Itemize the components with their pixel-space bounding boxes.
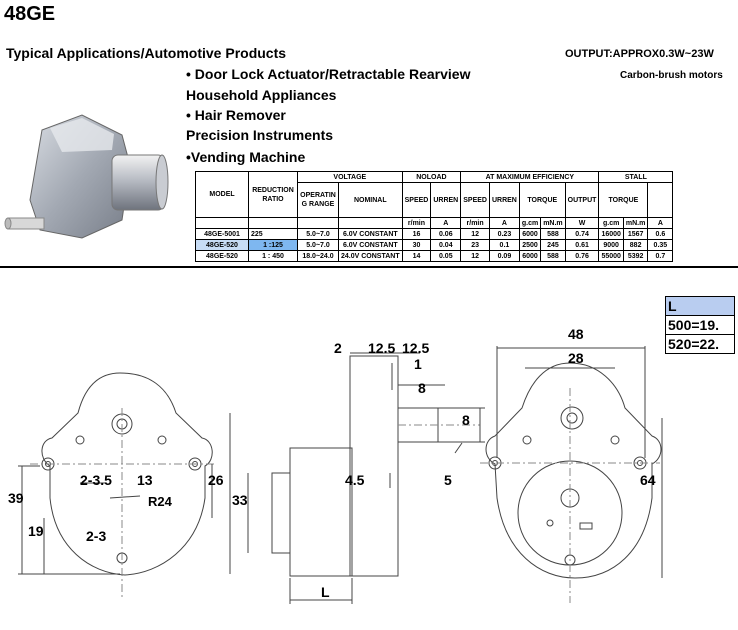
speed-header: SPEED xyxy=(461,183,490,218)
application-label: Precision Instruments xyxy=(186,127,334,143)
table-cell: 48GE-520 xyxy=(196,251,249,262)
output-header: OUTPUT xyxy=(565,183,599,218)
table-cell: 588 xyxy=(541,229,565,240)
dim-height-39: 39 xyxy=(8,490,24,506)
application-item: • Door Lock Actuator/Retractable Rearview xyxy=(186,66,471,82)
rear-view xyxy=(480,346,662,603)
unit-cell: W xyxy=(565,218,599,229)
unit-cell: A xyxy=(648,218,673,229)
max-efficiency-group: AT MAXIMUM EFFICIENCY xyxy=(461,172,599,183)
motor-type: Carbon-brush motors xyxy=(620,70,723,81)
table-row-highlighted xyxy=(196,240,673,251)
dim-length-l: L xyxy=(321,584,330,600)
table-cell: 0.04 xyxy=(431,240,461,251)
speed-header: SPEED xyxy=(402,183,431,218)
dim-12-5: 12.5 xyxy=(368,340,396,356)
table-cell: 48GE-5001 xyxy=(196,229,249,240)
table-cell: 6000 xyxy=(519,229,540,240)
table-cell: 0.6 xyxy=(648,229,673,240)
motor-photo xyxy=(2,110,172,250)
dim-64: 64 xyxy=(640,472,656,488)
dim-12-5: 12.5 xyxy=(402,340,430,356)
table-cell: 24.0V CONSTANT xyxy=(339,251,403,262)
application-label: Household Appliances xyxy=(186,87,337,103)
table-cell: 9000 xyxy=(599,240,623,251)
table-cell: 2500 xyxy=(519,240,540,251)
nominal-header: NOMINAL xyxy=(339,183,403,218)
table-cell: 0.23 xyxy=(489,229,519,240)
table-cell: 588 xyxy=(541,251,565,262)
dim-hole-2-3: 2-3 xyxy=(86,528,107,544)
front-view xyxy=(18,373,230,598)
section-heading: Typical Applications/Automotive Products xyxy=(6,45,287,61)
table-cell: 6.0V CONSTANT xyxy=(339,240,403,251)
table-cell: 0.7 xyxy=(648,251,673,262)
table-cell: 6.0V CONSTANT xyxy=(339,229,403,240)
dim-5: 5 xyxy=(444,472,452,488)
application-item xyxy=(186,127,333,143)
dim-hole-2-3-5: 2-3.5 xyxy=(80,472,112,488)
table-row xyxy=(196,251,673,262)
dim-height-19: 19 xyxy=(28,523,44,539)
noload-group: NOLOAD xyxy=(402,172,461,183)
dim-28: 28 xyxy=(568,350,584,366)
stall-group: STALL xyxy=(599,172,673,183)
torque-header: TORQUE xyxy=(599,183,648,218)
application-label: Door Lock Actuator/Retractable Rearview xyxy=(194,66,471,82)
current-header: URREN xyxy=(489,183,519,218)
model-header: MODEL xyxy=(196,172,249,218)
table-cell: 1 : 450 xyxy=(249,251,298,262)
table-cell: 1 :125 xyxy=(249,240,298,251)
length-header: L xyxy=(666,297,735,316)
table-cell: 23 xyxy=(461,240,490,251)
table-cell: 18.0~24.0 xyxy=(298,251,339,262)
table-cell: 30 xyxy=(402,240,431,251)
dim-1: 1 xyxy=(414,356,422,372)
dim-8: 8 xyxy=(462,412,470,428)
table-cell: 55000 xyxy=(599,251,623,262)
unit-cell: mN.m xyxy=(623,218,647,229)
dim-33: 33 xyxy=(232,492,248,508)
unit-cell: g.cm xyxy=(599,218,623,229)
table-cell: 12 xyxy=(461,251,490,262)
unit-cell: r/min xyxy=(402,218,431,229)
table-cell: 14 xyxy=(402,251,431,262)
dim-13: 13 xyxy=(137,472,153,488)
table-cell: 1567 xyxy=(623,229,647,240)
output-range: OUTPUT:APPROX0.3W~23W xyxy=(565,48,714,60)
table-cell: 0.06 xyxy=(431,229,461,240)
length-row: 500=19. xyxy=(666,316,735,335)
torque-header: TORQUE xyxy=(519,183,565,218)
dim-8: 8 xyxy=(418,380,426,396)
table-cell: 245 xyxy=(541,240,565,251)
model-title: 48GE xyxy=(4,3,56,25)
table-cell: 5.0~7.0 xyxy=(298,229,339,240)
table-row xyxy=(196,229,673,240)
dim-4-5: 4.5 xyxy=(345,472,365,488)
unit-cell: r/min xyxy=(461,218,490,229)
application-label: Vending Machine xyxy=(190,149,306,165)
spec-table xyxy=(195,171,673,262)
table-cell: 0.09 xyxy=(489,251,519,262)
table-cell: 16 xyxy=(402,229,431,240)
application-label: Hair Remover xyxy=(194,107,286,123)
current-header: URREN xyxy=(431,183,461,218)
table-cell: 5.0~7.0 xyxy=(298,240,339,251)
dim-2: 2 xyxy=(334,340,342,356)
unit-cell: mN.m xyxy=(541,218,565,229)
unit-cell: A xyxy=(489,218,519,229)
table-cell: 5392 xyxy=(623,251,647,262)
table-cell: 0.35 xyxy=(648,240,673,251)
unit-cell: A xyxy=(431,218,461,229)
table-cell: 6000 xyxy=(519,251,540,262)
unit-cell: g.cm xyxy=(519,218,540,229)
table-cell: 0.76 xyxy=(565,251,599,262)
dim-48: 48 xyxy=(568,326,584,342)
application-item: • Hair Remover xyxy=(186,107,286,123)
dimension-drawing xyxy=(0,268,738,630)
table-cell: 16000 xyxy=(599,229,623,240)
length-row: 520=22. xyxy=(666,335,735,354)
dim-26: 26 xyxy=(208,472,224,488)
table-cell: 48GE-520 xyxy=(196,240,249,251)
voltage-group: VOLTAGE xyxy=(298,172,403,183)
reduction-header: REDUCTION RATIO xyxy=(249,172,298,218)
operating-range-header: OPERATIN G RANGE xyxy=(298,183,339,218)
application-item: •Vending Machine xyxy=(186,149,306,165)
dim-radius-r24: R24 xyxy=(148,494,172,509)
table-cell: 0.61 xyxy=(565,240,599,251)
table-cell: 12 xyxy=(461,229,490,240)
table-cell: 882 xyxy=(623,240,647,251)
table-cell: 225 xyxy=(249,229,298,240)
table-cell: 0.1 xyxy=(489,240,519,251)
application-item xyxy=(186,87,336,103)
table-cell: 0.05 xyxy=(431,251,461,262)
table-cell: 0.74 xyxy=(565,229,599,240)
